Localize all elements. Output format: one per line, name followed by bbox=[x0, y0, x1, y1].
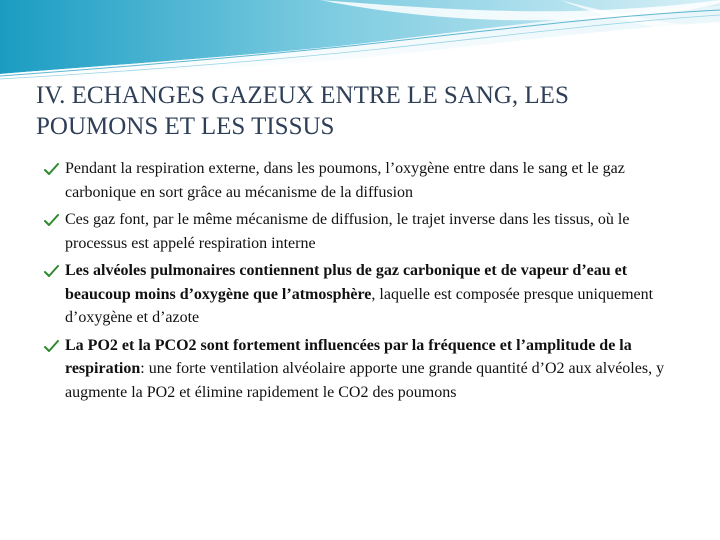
bullet-text: : une forte ventilation alvéolaire apporte une grande quantité d’O2 aux alvéoles, y augmente la PO2 et élimine rapidement le CO2 des poumons bbox=[65, 360, 665, 401]
bullet-item bbox=[44, 157, 684, 204]
bullet-list bbox=[44, 157, 684, 408]
bullet-text: Pendant la respiration externe, dans les poumons, l’oxygène entre dans le sang et le gaz carbonique en sort grâce au mécanisme de la diffusion bbox=[65, 160, 625, 201]
bullet-item bbox=[44, 208, 684, 255]
check-icon bbox=[44, 163, 59, 176]
check-icon bbox=[44, 340, 59, 353]
header-wave-decoration bbox=[0, 0, 720, 90]
check-icon bbox=[44, 265, 59, 278]
check-icon bbox=[44, 214, 59, 227]
bullet-item bbox=[44, 259, 684, 330]
bullet-text: , laquelle est composée presque uniquement d’oxygène et d’azote bbox=[65, 285, 654, 326]
bullet-bold-text: La PO2 et la PCO2 sont fortement influencées par la fréquence et l’amplitude de la respiration bbox=[65, 336, 632, 377]
bullet-bold-text: Les alvéoles pulmonaires contiennent plus de gaz carbonique et de vapeur d’eau et beaucoup moins d’oxygène que l’atmosphère bbox=[65, 262, 628, 303]
bullet-text: Ces gaz font, par le même mécanisme de diffusion, le trajet inverse dans les tissus, où le processus est appelé respiration interne bbox=[65, 211, 630, 252]
slide-title: IV. ECHANGES GAZEUX ENTRE LE SANG, LES POUMONS ET LES TISSUS bbox=[36, 82, 569, 140]
bullet-item bbox=[44, 334, 684, 405]
